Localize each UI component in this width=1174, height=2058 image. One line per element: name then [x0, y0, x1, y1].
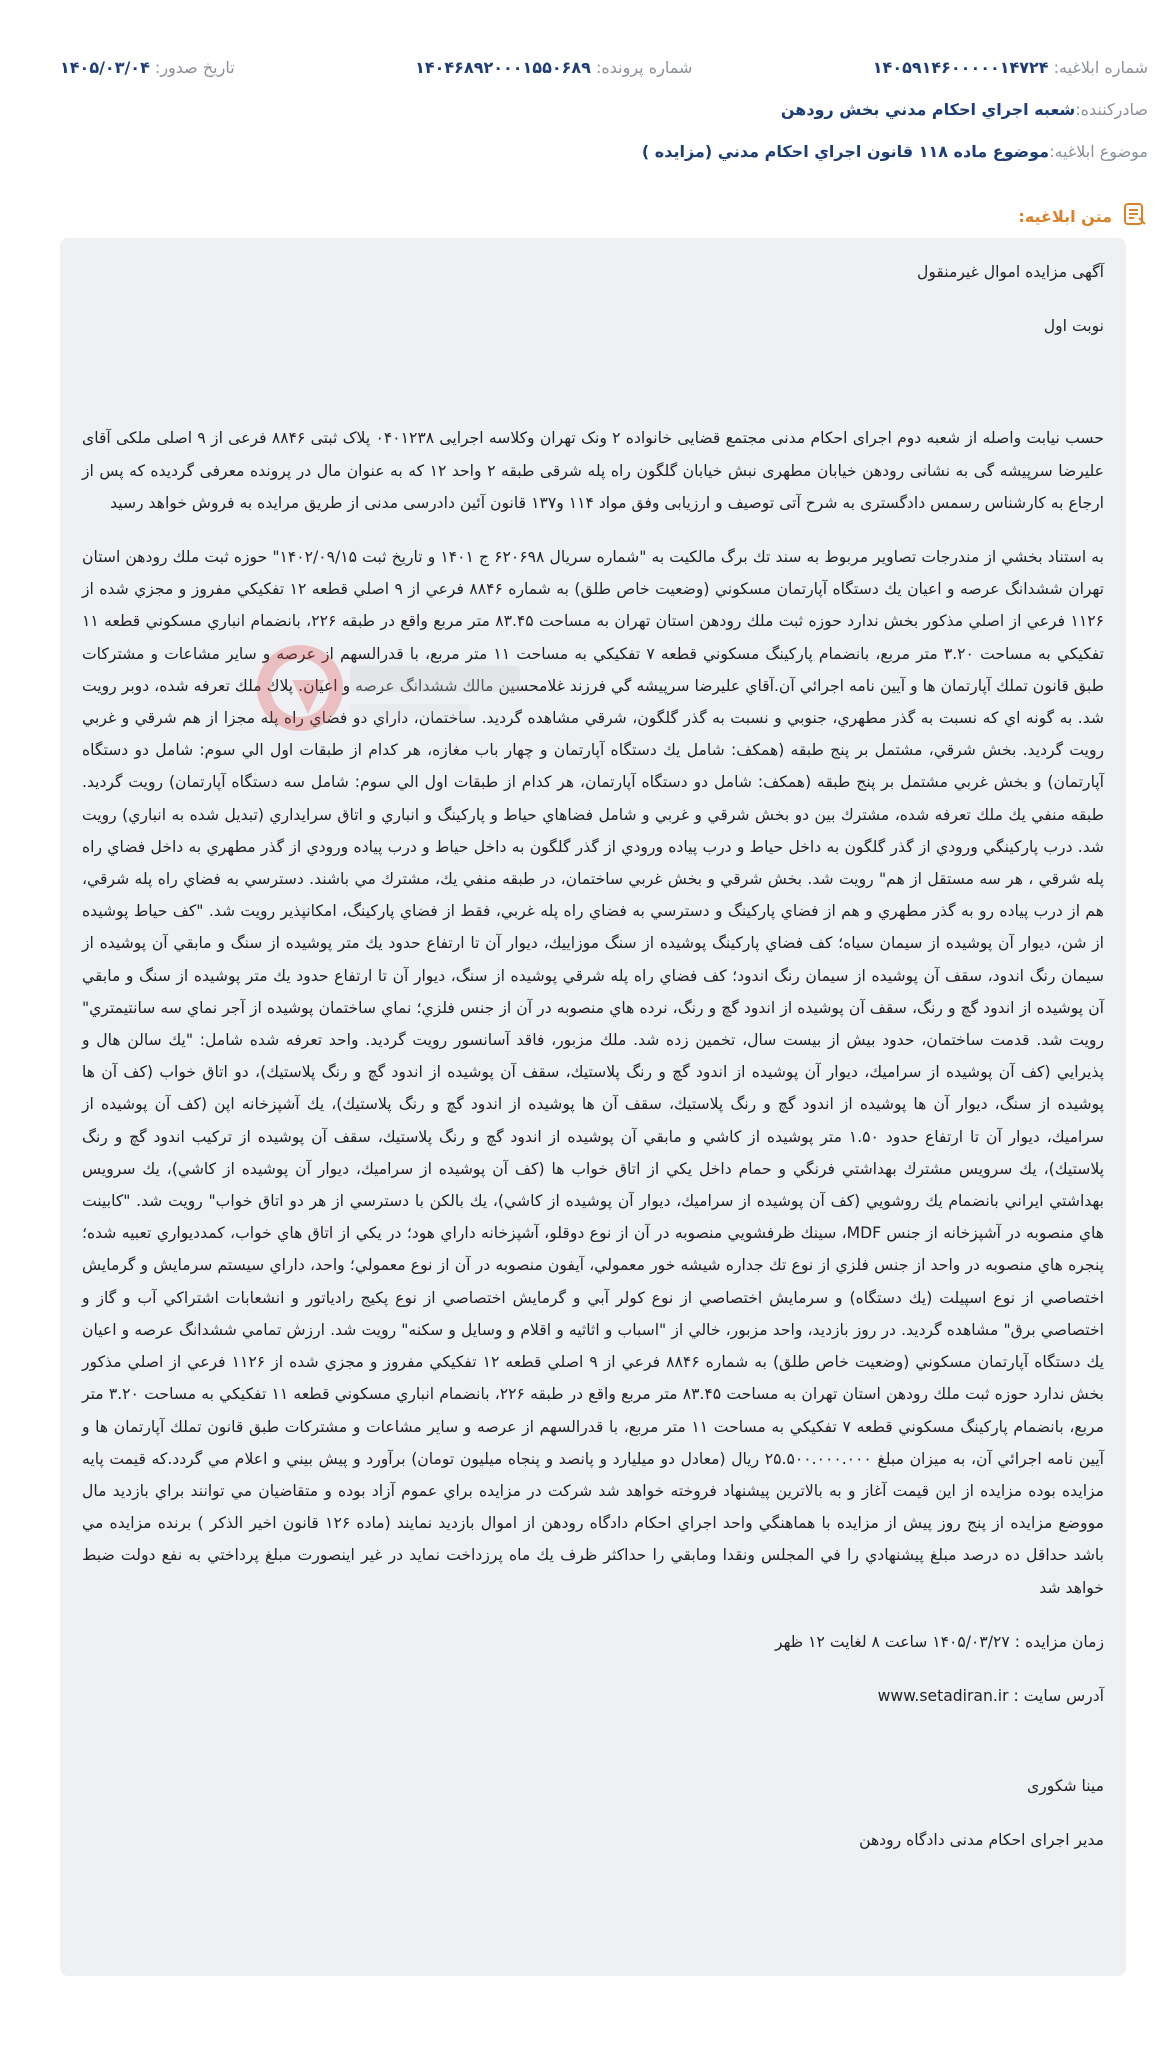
issue-date	[60, 58, 235, 77]
issuer-value: شعبه اجراي احكام مدني بخش رودهن	[780, 100, 1076, 119]
issue-date-value: ۱۴۰۵/۰۳/۰۴	[60, 58, 150, 77]
notice-number-label: شماره ابلاغیه:	[1053, 58, 1148, 77]
header-meta-row	[60, 58, 1148, 77]
signer-name: مینا شکوری	[1027, 1777, 1104, 1796]
case-number	[415, 58, 692, 77]
notice-number	[873, 58, 1148, 77]
notice-round: نوبت اول	[1043, 317, 1104, 336]
signer-title: مدیر اجرای احکام مدنی دادگاه رودهن	[859, 1831, 1104, 1850]
issue-date-label: تاریخ صدور:	[154, 58, 235, 77]
document-notice-icon	[1120, 200, 1148, 232]
notice-paragraph-2: به استناد بخشي از مندرجات تصاوير مربوط به سند تك برگ مالكيت به "شماره سريال ۶۲۰۶۹۸ ج ۱۴۰۱ و تاريخ ثبت ۱۴۰۲/۰۹/۱۵" حوزه ثبت ملك رودهن استان تهران ششدانگ عرصه و اعيان يك دستگاه آپارتمان مسكوني (وضعيت خاص طلق) به شماره ۸۸۴۶ فرعي از ۹ اصلي قطعه ۱۲ تفكيكي مفروز و مجزي شده از ۱۱۲۶ فرعي از اصلي مذكور بخش ندارد حوزه ثبت ملك رودهن استان تهران به مساحت ۸۳.۴۵ متر مربع واقع در طبقه ۲۲۶، بانضمام انباري مسكوني قطعه ۱۱ تفكيكي به مساحت ۳.۲۰ متر مربع، بانضمام پاركينگ مسكوني قطعه ۷ تفكيكي به مساحت ۱۱ متر مربع، با قدرالسهم از عرصه و ساير مشاعات و مشتركات طبق قانون تملك آپارتمان ها و آيين نامه اجرائي آن.آقاي عليرضا سرپيشه گي فرزند غلامحسين مالك ششدانگ عرصه و اعيان. پلاك ملك تعرفه شده، دوبر رويت شد. به گونه اي كه نسبت به گذر مطهري، جنوبي و نسبت به گذر گلگون، شرقي مشاهده گرديد. ساختمان، داراي دو فضاي راه پله مجزا از هم شرقي و غربي رويت گرديد. بخش شرقي، مشتمل بر پنج طبقه (همكف: شامل يك دستگاه آپارتمان و چهار باب مغازه، هر كدام از طبقات اول الي سوم: شامل دو دستگاه آپارتمان) و بخش غربي مشتمل بر پنج طبقه (همكف: شامل دو دستگاه آپارتمان، هر كدام از طبقات اول الي سوم: شامل سه دستگاه آپارتمان) رويت گرديد. طبقه منفي يك ملك تعرفه شده، مشترك بين دو بخش شرقي و غربي و شامل فضاهاي حياط و پاركينگ و انباري و اتاق سرايداري (تبديل شده به انباري) رويت شد. درب پاركينگي ورودي از گذر گلگون به داخل حياط و درب پياده ورودي از گذر گلگون به داخل حياط و درب پياده ورودي از گذر مطهري به داخل فضاي راه پله شرقي ، هر سه مستقل از هم" رويت شد. بخش شرقي و بخش غربي ساختمان، در طبقه منفي يك، مشترك مي باشند. دسترسي به فضاي راه پله شرقي، هم از درب پياده رو به گذر مطهري و هم از فضاي پاركينگ و دسترسي به فضاي راه پله غربي، فقط از فضاي پاركينگ، امكانپذير رويت شد. "كف حياط پوشيده از شن، ديوار آن پوشيده از سيمان سياه؛ كف فضاي پاركينگ پوشيده از سنگ موزاييك، ديوار آن تا ارتفاع حدود يك متر پوشيده از سنگ و مابقي آن پوشيده از سيمان رنگ اندود، سقف آن پوشيده از سيمان رنگ اندود؛ كف فضاي راه پله شرقي پوشيده از سنگ، ديوار آن تا ارتفاع حدود يك متر پوشيده از سنگ و مابقي آن پوشيده از اندود گچ و رنگ، سقف آن پوشيده از اندود گچ و رنگ، نرده هاي منصوبه در آن از جنس فلزي؛ نماي ساختمان پوشيده از آجر نماي سه سانتيمتري" رويت شد. قدمت ساختمان، حدود بيش از بيست سال، تخمين زده شد. ملك مزبور، فاقد آسانسور رويت گرديد. واحد تعرفه شده شامل: "يك سالن هال و پذيرايي (كف آن پوشيده از سراميك، ديوار آن پوشيده از اندود گچ و رنگ پلاستيك، سقف آن پوشيده از اندود گچ و رنگ پلاستيك)، دو اتاق خواب (كف آن ها پوشيده از سنگ، ديوار آن ها پوشيده از اندود گچ و رنگ پلاستيك، سقف آن ها پوشيده از اندود گچ و رنگ پلاستيك)، يك آشپزخانه اپن (كف آن پوشيده از سراميك، ديوار آن تا ارتفاع حدود ۱.۵۰ متر پوشيده از كاشي و مابقي آن پوشيده از اندود گچ و رنگ پلاستيك، سقف آن پوشيده از تركيب اندود گچ و رنگ پلاستيك)، يك سرويس مشترك بهداشتي فرنگي و حمام داخل يكي از اتاق خواب ها (كف آن پوشيده از سراميك، ديوار آن پوشيده از كاشي)، يك سرويس بهداشتي ايراني بانضمام يك روشويي (كف آن پوشيده از سراميك، ديوار آن پوشيده از كاشي)، يك بالكن با دسترسي از هر دو اتاق خواب" رويت شد. "كابينت هاي منصوبه در آشپزخانه از جنس MDF، سينك ظرفشويي منصوبه در آن از نوع دوقلو، آشپزخانه داراي هود؛ در يكي از اتاق هاي خواب، كمدديواري تعبيه شده؛ پنجره هاي منصوبه در واحد از جنس فلزي از نوع تك جداره شيشه خور معمولي، آيفون منصوبه در آن از نوع معمولي؛ واحد، داراي سيستم سرمايش و گرمايش اختصاصي از نوع اسپيلت (يك دستگاه) و سرمايش اختصاصي از نوع كولر آبي و گرمايش اختصاصي از نوع پكيج رادياتور و انشعابات اشتراكي آب و گاز و اختصاصي برق" مشاهده گرديد. در روز بازديد، واحد مزبور، خالي از "اسباب و اثاثيه و اقلام و وسايل و سكنه" رويت شد. ارزش تمامي ششدانگ عرصه و اعيان يك دستگاه آپارتمان مسكوني (وضعيت خاص طلق) به شماره ۸۸۴۶ فرعي از ۹ اصلي قطعه ۱۲ تفكيكي مفروز و مجزي شده از ۱۱۲۶ فرعي از اصلي مذكور بخش ندارد حوزه ثبت ملك رودهن استان تهران به مساحت ۸۳.۴۵ متر مربع واقع در طبقه ۲۲۶، بانضمام انباري مسكوني قطعه ۱۱ تفكيكي به مساحت ۳.۲۰ متر مربع، بانضمام پاركينگ مسكوني قطعه ۷ تفكيكي به مساحت ۱۱ متر مربع، با قدرالسهم از عرصه و ساير مشاعات و مشتركات طبق قانون تملك آپارتمان ها و آيين نامه اجرائي آن، به ميزان مبلغ ۲۵.۵۰۰.۰۰۰.۰۰۰ ريال (معادل دو ميليارد و پانصد و پنجاه ميليون تومان) برآورد و پيش بيني و اعلام مي گردد.كه قيمت پايه مزايده بوده مزايده از اين قيمت آغاز و به بالاترين پيشنهاد فروخته خواهد شد شركت در مزايده براي عموم آزاد بوده و متقاضيان مي توانند براي بازديد مال مووضع مزايده از پنج روز پيش از مزايده با هماهنگي واحد اجراي احكام دادگاه رودهن از اموال بازديد نمايند (ماده ۱۲۶ قانون اخير الذكر ) برنده مزايده مي باشد حداقل ده درصد مبلغ پيشنهادي را في المجلس ونقدا ومابقي را حداكثر ظرف يك ماه پرزداخت نمايد در غير اينصورت مبلغ پرداختي به نفع دولت ضبط خواهد شد	[82, 548, 1105, 1597]
website-link[interactable]: www.setadiran.ir	[877, 1686, 1009, 1705]
case-number-value: ۱۴۰۴۶۸۹۲۰۰۰۱۵۵۰۶۸۹	[415, 58, 591, 77]
website-line	[82, 1680, 1104, 1712]
subject-value: موضوع ماده ۱۱۸ قانون اجراي احكام مدني (مزايده )	[641, 142, 1050, 161]
notice-paragraph-1: حسب نیابت واصله از شعبه دوم اجرای احکام مدنی مجتمع قضایی خانواده ۲ ونک تهران وکلاسه اجرایی ۰۴۰۱۲۳۸ پلاک ثبتی ۸۸۴۶ فرعی از ۹ اصلی ملکی آقای علیرضا سرپیشه گی به نشانی رودهن خیابان مطهری نبش خیابان گلگون راه پله شرقی طبقه ۲ واحد ۱۲ که به عنوان مال در پرونده معرفی گردیده که پس از ارجاع به کارشناس رسمس دادگستری به شرح آتی توصیف و ارزیابی وفق مواد ۱۱۴ و۱۳۷ قانون آئین دادرسی مدنی از طریق مرایده به فروش خواهد رسید	[82, 429, 1104, 512]
issuer-row	[60, 100, 1148, 119]
issuer-label: صادرکننده:	[1075, 100, 1148, 119]
subject-label: موضوع ابلاغیه:	[1049, 142, 1148, 161]
notice-number-value: ۱۴۰۵۹۱۴۶۰۰۰۰۰۱۴۷۲۴	[872, 58, 1049, 77]
auction-time: زمان مزایده : ۱۴۰۵/۰۳/۲۷ ساعت ۸ لغایت ۱۲ ظهر	[775, 1632, 1104, 1651]
section-title-label: متن ابلاغیه:	[1018, 206, 1112, 226]
notice-body	[60, 238, 1126, 1976]
subject-row	[60, 142, 1148, 161]
website-label: آدرس سایت :	[1013, 1686, 1104, 1705]
notice-heading: آگهی مزایده اموال غیرمنقول	[917, 263, 1104, 281]
section-title	[1018, 200, 1148, 232]
case-number-label: شماره پرونده:	[595, 58, 693, 77]
